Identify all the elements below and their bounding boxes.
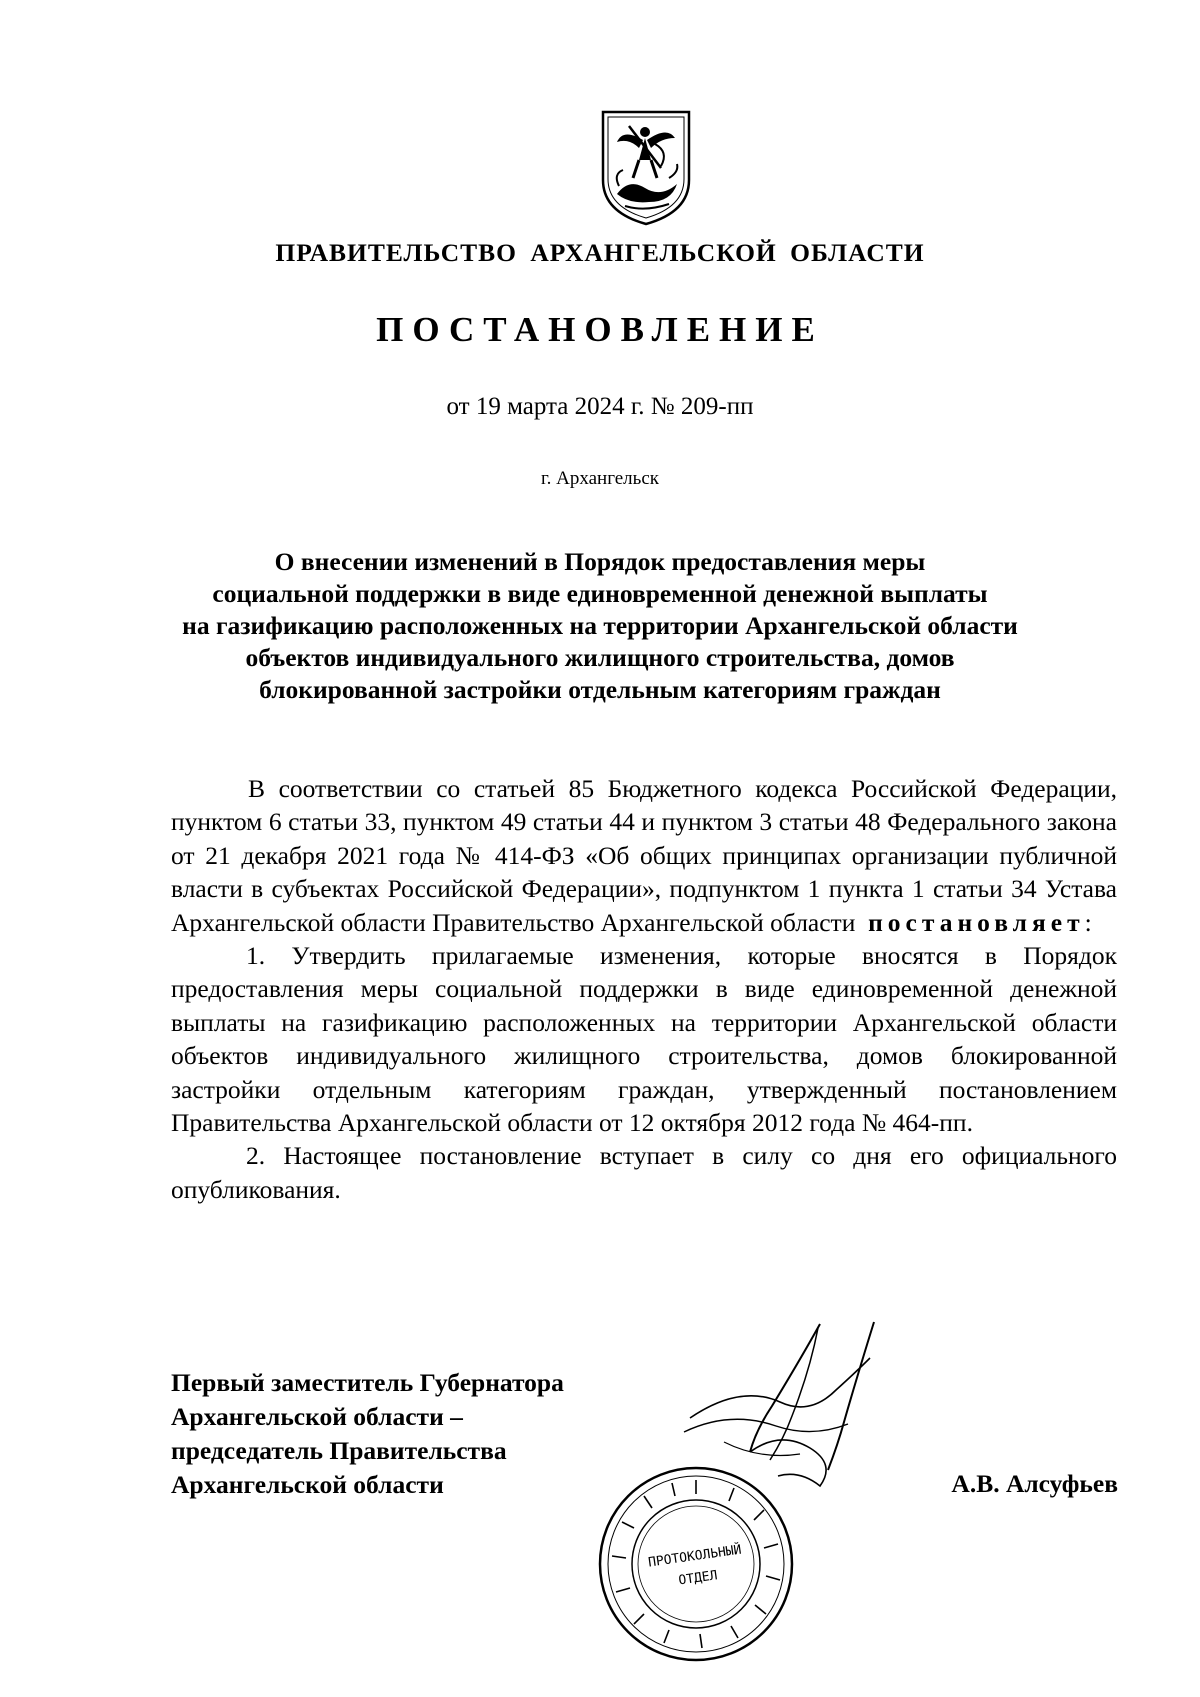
title-line: социальной поддержки в виде единовременной денежной выплаты bbox=[212, 579, 988, 608]
resolves-suffix: : bbox=[1084, 907, 1092, 937]
title-line: объектов индивидуального жилищного строительства, домов bbox=[245, 643, 955, 672]
document-body bbox=[171, 772, 1117, 1206]
seal-center-line-2: ОТДЕЛ bbox=[677, 1568, 719, 1589]
preamble-text: В соответствии со статьей 85 Бюджетного кодекса Российской Федерации, пунктом 6 статьи 33, пунктом 49 статьи 44 и пунктом 3 статьи 48 Федерального закона от 21 декабря 2021 года № 414-ФЗ «Об общих принципах организации публичной власти в субъектах Российской Федерации», подпунктом 1 пункта 1 статьи 34 Устава Архангельской области Правительство Архангельской области bbox=[171, 774, 1117, 937]
signer-position-line: Архангельской области – bbox=[171, 1402, 463, 1431]
document-type: ПОСТАНОВЛЕНИЕ bbox=[376, 310, 824, 349]
title-line: О внесении изменений в Порядок предоставления меры bbox=[274, 547, 926, 576]
signer-position-line: Архангельской области bbox=[171, 1470, 444, 1499]
official-seal bbox=[596, 1464, 796, 1664]
coat-of-arms-icon bbox=[599, 108, 693, 226]
seal-center-line-1: ПРОТОКОЛЬНЫЙ bbox=[647, 1542, 743, 1571]
item-2-paragraph: 2. Настоящее постановление вступает в силу со дня его официального опубликования. bbox=[171, 1141, 1117, 1204]
preamble-paragraph bbox=[171, 772, 1117, 939]
resolves-word: постановляет bbox=[868, 907, 1085, 937]
government-name: ПРАВИТЕЛЬСТВО АРХАНГЕЛЬСКОЙ ОБЛАСТИ bbox=[275, 238, 925, 267]
title-line: на газификацию расположенных на территории Архангельской области bbox=[182, 611, 1018, 640]
signer-position-line: председатель Правительства bbox=[171, 1436, 507, 1465]
title-line: блокированной застройки отдельным категориям граждан bbox=[259, 675, 941, 704]
city: г. Архангельск bbox=[540, 468, 659, 489]
date-and-number: от 19 марта 2024 г. № 209-пп bbox=[446, 393, 754, 420]
item-1-paragraph: 1. Утвердить прилагаемые изменения, которые вносятся в Порядок предоставления меры социальной поддержки в виде единовременной денежной выплаты на газификацию расположенных на территории Архангельской области объектов индивидуального жилищного строительства, домов блокированной застройки отдельным категориям граждан, утвержденный постановлением Правительства Архангельской области от 12 октября 2012 года № 464-пп. bbox=[171, 941, 1117, 1138]
signer-position-line: Первый заместитель Губернатора bbox=[171, 1368, 564, 1397]
signer-name: А.В. Алсуфьев bbox=[951, 1469, 1118, 1498]
document-title bbox=[150, 546, 1050, 706]
signer-position bbox=[171, 1366, 564, 1502]
